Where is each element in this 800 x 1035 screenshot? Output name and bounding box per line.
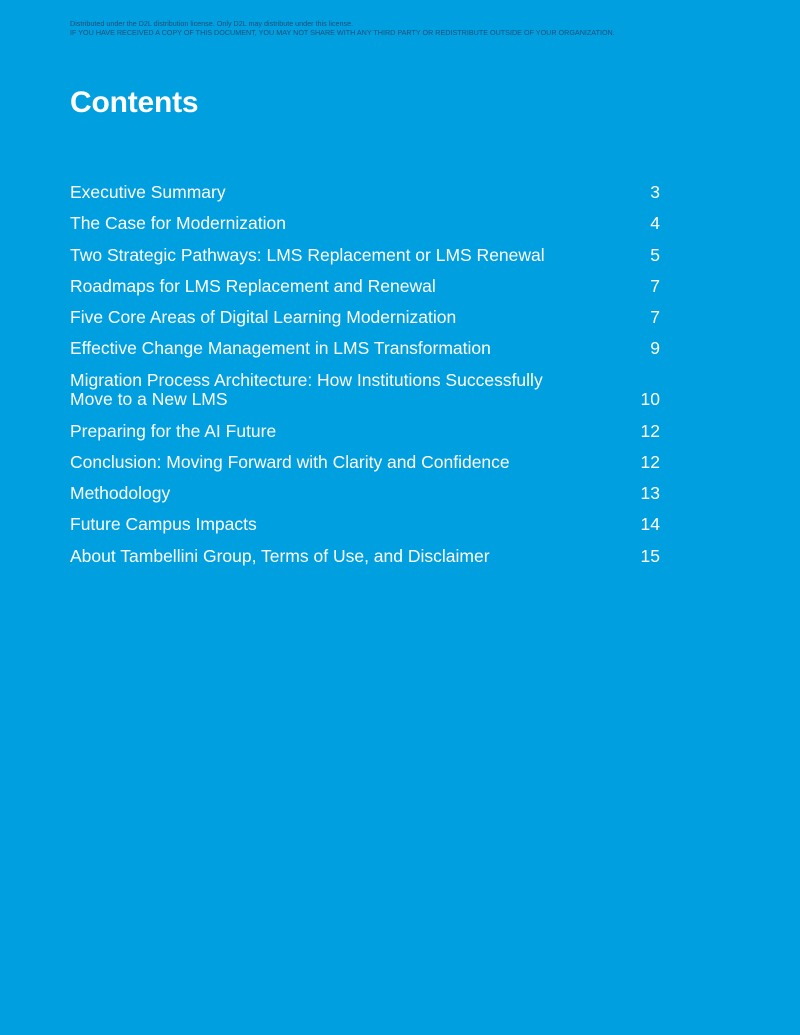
toc-entry-executive-summary[interactable] <box>70 183 660 203</box>
toc-entry-title: Five Core Areas of Digital Learning Modernization <box>70 307 457 328</box>
toc-entry-title: Preparing for the AI Future <box>70 420 277 441</box>
toc-entry-title: Future Campus Impacts <box>70 514 257 535</box>
toc-entry-page: 7 <box>650 307 660 328</box>
license-line-1: Distributed under the D2L distribution license. Only D2L may distribute under this license. <box>70 19 354 28</box>
toc-entry-strategic-pathways[interactable] <box>70 246 660 266</box>
toc-entry-case-for-modernization[interactable] <box>70 214 660 234</box>
toc-entry-page: 12 <box>640 451 660 472</box>
page-title: Contents <box>70 86 199 119</box>
toc-entry-change-management[interactable] <box>70 339 660 359</box>
toc-entry-title: Methodology <box>70 483 171 504</box>
toc-entry-page: 3 <box>650 182 660 202</box>
toc-entry-page: 13 <box>640 483 660 504</box>
toc-entry-title: Executive Summary <box>70 182 226 202</box>
toc-entry-about-tambellini[interactable] <box>70 547 660 567</box>
toc-entry-page: 14 <box>640 514 660 535</box>
toc-entry-title: The Case for Modernization <box>70 213 286 234</box>
toc-entry-future-campus-impacts[interactable] <box>70 515 660 535</box>
license-line-2: IF YOU HAVE RECEIVED A COPY OF THIS DOCUMENT, YOU MAY NOT SHARE WITH ANY THIRD PARTY OR REDISTRIBUTE OUTSIDE OF YOUR ORGANIZATION. <box>70 28 615 37</box>
toc-entry-title: Conclusion: Moving Forward with Clarity and Confidence <box>70 451 510 472</box>
toc-entry-conclusion[interactable] <box>70 453 660 473</box>
license-notice <box>70 19 750 37</box>
toc-entry-page: 9 <box>650 338 660 359</box>
toc-entry-page: 4 <box>650 213 660 234</box>
toc-entry-migration-process[interactable] <box>70 371 660 410</box>
toc-entry-five-core-areas[interactable] <box>70 308 660 328</box>
toc-entry-title: About Tambellini Group, Terms of Use, and Disclaimer <box>70 545 490 566</box>
toc-entry-title: Migration Process Architecture: How Institutions Successfully Move to a New LMS <box>70 369 543 410</box>
toc-entry-page: 12 <box>640 420 660 441</box>
toc-entry-ai-future[interactable] <box>70 422 660 442</box>
toc-entry-page: 5 <box>650 244 660 265</box>
toc-entry-page: 7 <box>650 275 660 296</box>
toc-entry-title: Effective Change Management in LMS Transformation <box>70 338 491 359</box>
toc-entry-methodology[interactable] <box>70 484 660 504</box>
toc-entry-roadmaps[interactable] <box>70 277 660 297</box>
toc-entry-title: Two Strategic Pathways: LMS Replacement or LMS Renewal <box>70 244 545 265</box>
toc-entry-page: 10 <box>640 389 660 410</box>
table-of-contents <box>70 183 660 578</box>
toc-entry-title: Roadmaps for LMS Replacement and Renewal <box>70 275 436 296</box>
toc-entry-page: 15 <box>640 545 660 566</box>
